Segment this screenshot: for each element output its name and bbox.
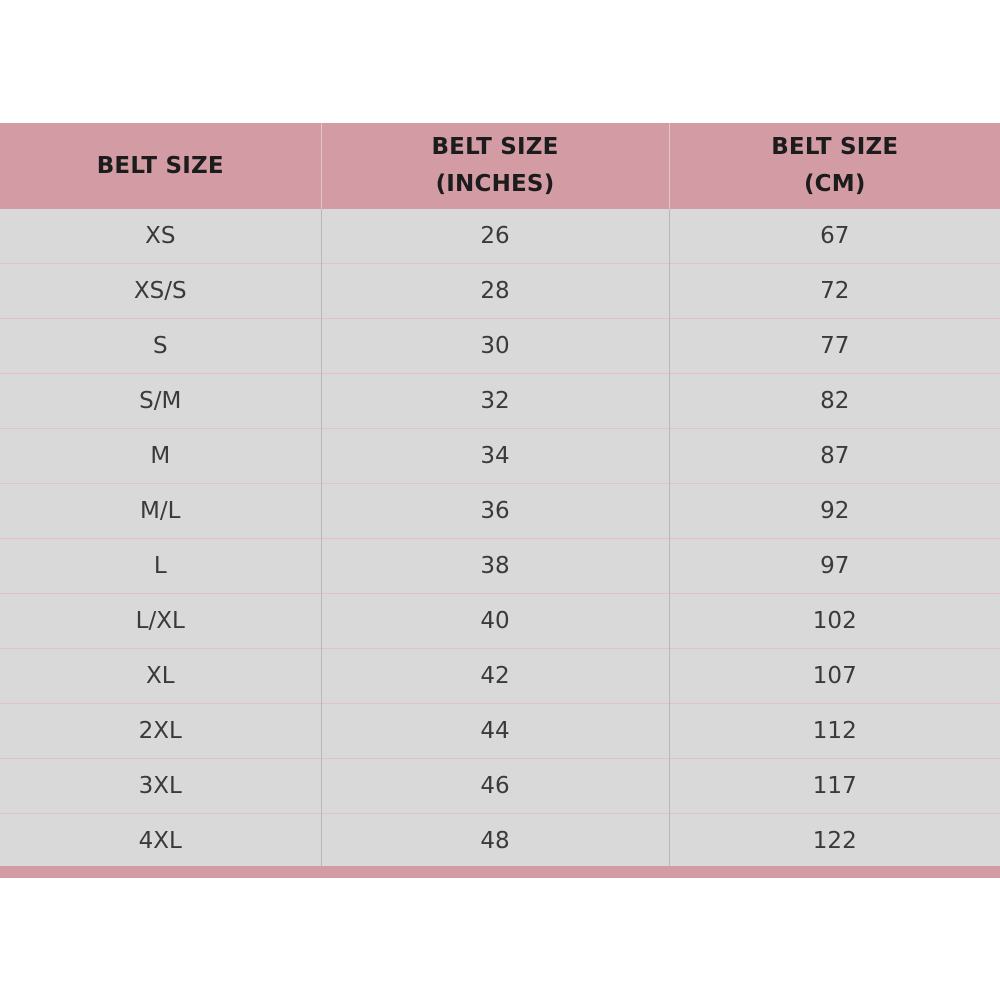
header-unit: (CM) [803,171,866,197]
header-belt-size [0,123,321,209]
inches-cell: 42 [321,649,669,704]
size-cell: XS/S [0,264,321,319]
table-row [0,704,1000,759]
cm-cell: 82 [669,374,1000,429]
size-cell: XL [0,649,321,704]
cm-cell: 117 [669,759,1000,814]
table-bottom-band [0,866,1000,878]
size-cell: S/M [0,374,321,429]
size-cell: M/L [0,484,321,539]
size-table [0,123,1000,868]
table-row [0,209,1000,264]
cm-cell: 107 [669,649,1000,704]
size-cell: 2XL [0,704,321,759]
header-label: BELT SIZE [96,152,224,179]
cm-cell: 72 [669,264,1000,319]
inches-cell: 46 [321,759,669,814]
inches-cell: 38 [321,539,669,594]
size-cell: S [0,319,321,374]
inches-cell: 44 [321,704,669,759]
table-header [0,123,1000,209]
cm-cell: 87 [669,429,1000,484]
inches-cell: 28 [321,264,669,319]
inches-cell: 40 [321,594,669,649]
size-cell: M [0,429,321,484]
header-belt-size-inches [321,123,669,209]
cm-cell: 102 [669,594,1000,649]
size-cell: XS [0,209,321,264]
size-cell: L/XL [0,594,321,649]
cm-cell: 122 [669,814,1000,869]
table-row [0,429,1000,484]
table-body [0,209,1000,868]
header-unit: (INCHES) [435,171,555,197]
header-label: BELT SIZE [771,134,899,160]
table-row [0,264,1000,319]
header-row [0,123,1000,209]
inches-cell: 32 [321,374,669,429]
inches-cell: 30 [321,319,669,374]
header-belt-size-cm [669,123,1000,209]
table-row [0,374,1000,429]
cm-cell: 92 [669,484,1000,539]
size-cell: L [0,539,321,594]
table-row [0,484,1000,539]
inches-cell: 34 [321,429,669,484]
size-cell: 4XL [0,814,321,869]
table-row [0,759,1000,814]
table-row [0,539,1000,594]
table-row [0,319,1000,374]
header-label: BELT SIZE [431,134,559,160]
size-cell: 3XL [0,759,321,814]
table-row [0,649,1000,704]
cm-cell: 112 [669,704,1000,759]
cm-cell: 67 [669,209,1000,264]
inches-cell: 48 [321,814,669,869]
cm-cell: 97 [669,539,1000,594]
table-row [0,594,1000,649]
cm-cell: 77 [669,319,1000,374]
table-row [0,814,1000,869]
inches-cell: 36 [321,484,669,539]
inches-cell: 26 [321,209,669,264]
